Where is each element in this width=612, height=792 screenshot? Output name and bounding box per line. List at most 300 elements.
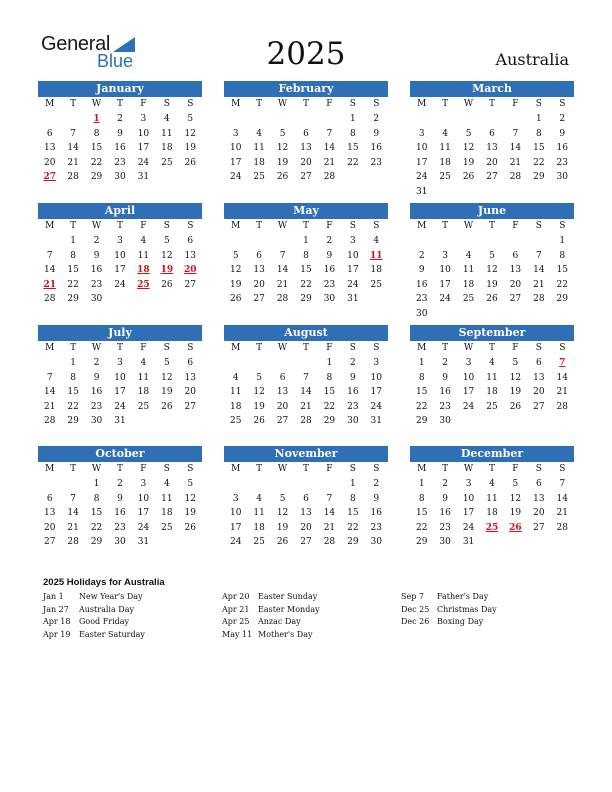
day-cell: 22: [67, 279, 79, 290]
empty-cell: [294, 112, 317, 127]
month-june: [410, 203, 574, 322]
day-cell: 16: [370, 143, 382, 154]
days-grid: [224, 112, 388, 185]
empty-cell: [61, 112, 84, 127]
days-grid: [224, 477, 388, 550]
day-cell: 28: [43, 294, 56, 305]
day-cell: 29: [533, 172, 545, 183]
holiday-day: 25: [485, 522, 499, 533]
day-cell: 13: [43, 508, 56, 519]
day-cell: 12: [462, 143, 475, 154]
weekday-label: F: [140, 343, 147, 353]
day-cell: 15: [533, 143, 545, 154]
holiday-item: [222, 629, 320, 642]
day-cell: 6: [535, 479, 542, 489]
day-cell: 8: [303, 250, 309, 261]
day-cell: 27: [533, 401, 545, 412]
weekday-label: M: [417, 343, 427, 353]
day-cell: 11: [486, 493, 498, 504]
day-cell: 11: [253, 143, 265, 154]
day-cell: 10: [462, 372, 475, 383]
day-cell: 3: [373, 358, 380, 368]
holiday-column: [401, 591, 497, 629]
holiday-date: Dec 25: [401, 604, 430, 614]
weekday-label: S: [163, 343, 170, 353]
day-cell: 17: [347, 265, 359, 276]
month-march: [410, 81, 574, 200]
day-cell: 24: [347, 279, 359, 290]
weekday-label: W: [463, 464, 474, 474]
day-cell: 9: [559, 128, 566, 139]
weekday-label: S: [373, 221, 380, 231]
holiday-item: [43, 604, 145, 617]
days-grid: [224, 356, 388, 429]
weekday-header: [224, 341, 388, 356]
day-cell: 14: [556, 493, 568, 504]
holiday-day: 19: [160, 265, 174, 276]
day-cell: 23: [439, 401, 451, 412]
day-cell: 5: [465, 128, 472, 139]
days-grid: [224, 234, 388, 307]
holiday-day: 11: [370, 250, 383, 261]
empty-cell: [38, 477, 61, 492]
weekday-label: W: [463, 221, 474, 231]
year-title: 2025: [266, 36, 346, 72]
day-cell: 19: [229, 279, 242, 290]
day-cell: 1: [418, 358, 425, 368]
day-cell: 4: [465, 250, 472, 261]
day-cell: 9: [93, 250, 100, 261]
day-cell: 4: [232, 372, 239, 383]
day-cell: 11: [137, 372, 150, 383]
day-cell: 14: [276, 265, 289, 276]
weekday-label: S: [187, 221, 194, 231]
weekday-label: S: [535, 221, 542, 231]
weekday-label: S: [373, 464, 380, 474]
day-cell: 3: [140, 479, 147, 489]
day-cell: 15: [300, 265, 312, 276]
day-cell: 28: [556, 522, 568, 533]
day-cell: 20: [300, 522, 312, 533]
empty-cell: [504, 234, 527, 249]
day-cell: 19: [462, 157, 475, 168]
day-cell: 10: [229, 143, 242, 154]
empty-cell: [61, 477, 84, 492]
day-cell: 13: [509, 265, 522, 276]
day-cell: 4: [442, 128, 448, 139]
day-cell: 29: [415, 537, 428, 548]
day-cell: 14: [43, 265, 56, 276]
holiday-item: [43, 591, 145, 604]
day-cell: 13: [533, 493, 545, 504]
weekday-label: T: [70, 464, 77, 474]
weekday-label: T: [116, 221, 123, 231]
day-cell: 30: [556, 172, 568, 183]
day-cell: 13: [300, 143, 312, 154]
weekday-label: W: [91, 464, 102, 474]
holiday-name: Anzac Day: [258, 617, 301, 627]
day-cell: 27: [184, 279, 196, 290]
day-cell: 30: [347, 416, 359, 427]
weekday-label: S: [535, 99, 542, 109]
day-cell: 29: [415, 416, 428, 427]
day-cell: 21: [556, 387, 568, 398]
day-cell: 2: [442, 358, 448, 368]
day-cell: 17: [439, 279, 451, 290]
holiday-date: Apr 25: [222, 617, 250, 627]
day-cell: 7: [279, 250, 286, 261]
day-cell: 13: [184, 372, 196, 383]
holiday-item: [43, 629, 145, 642]
holiday-name: Good Friday: [79, 617, 130, 627]
day-cell: 22: [347, 157, 359, 168]
day-cell: 6: [489, 128, 495, 139]
weekday-label: F: [326, 221, 333, 231]
day-cell: 8: [70, 372, 76, 383]
day-cell: 21: [276, 279, 289, 290]
month-title: March: [410, 81, 574, 97]
weekday-label: W: [91, 99, 102, 109]
day-cell: 25: [137, 401, 150, 412]
day-cell: 21: [300, 401, 312, 412]
day-cell: 23: [370, 522, 382, 533]
holiday-item: [222, 604, 320, 617]
day-cell: 28: [67, 537, 79, 548]
weekday-label: T: [442, 464, 449, 474]
day-cell: 27: [509, 294, 522, 305]
day-cell: 16: [90, 387, 103, 398]
days-grid: [38, 112, 202, 185]
day-cell: 22: [90, 157, 103, 168]
empty-cell: [247, 112, 270, 127]
day-cell: 20: [533, 387, 545, 398]
weekday-label: T: [256, 343, 263, 353]
weekday-label: M: [231, 221, 241, 231]
day-cell: 24: [137, 522, 150, 533]
weekday-label: F: [140, 99, 147, 109]
holiday-item: [222, 591, 320, 604]
weekday-label: T: [256, 464, 263, 474]
day-cell: 12: [229, 265, 242, 276]
weekday-label: T: [488, 221, 495, 231]
day-cell: 4: [489, 358, 495, 368]
month-title: July: [38, 325, 202, 341]
weekday-label: W: [91, 221, 102, 231]
day-cell: 10: [347, 250, 359, 261]
empty-cell: [457, 112, 480, 127]
day-cell: 7: [559, 479, 566, 489]
weekday-label: S: [559, 99, 566, 109]
day-cell: 25: [229, 416, 242, 427]
day-cell: 17: [229, 157, 242, 168]
day-cell: 22: [67, 401, 79, 412]
day-cell: 9: [373, 493, 380, 504]
day-cell: 26: [462, 172, 475, 183]
day-cell: 29: [90, 172, 103, 183]
day-cell: 30: [90, 294, 103, 305]
weekday-label: F: [326, 343, 333, 353]
day-cell: 5: [163, 236, 170, 246]
day-cell: 21: [556, 508, 568, 519]
day-cell: 21: [509, 157, 522, 168]
month-january: [38, 81, 202, 185]
day-cell: 6: [303, 128, 309, 139]
day-cell: 29: [323, 416, 336, 427]
day-cell: 12: [509, 372, 522, 383]
day-cell: 8: [349, 493, 356, 504]
day-cell: 29: [300, 294, 312, 305]
weekday-label: F: [326, 464, 333, 474]
day-cell: 12: [276, 508, 289, 519]
day-cell: 13: [253, 265, 265, 276]
day-cell: 16: [323, 265, 336, 276]
days-grid: [410, 477, 574, 550]
day-cell: 3: [232, 493, 239, 504]
day-cell: 22: [415, 522, 428, 533]
day-cell: 3: [349, 236, 356, 246]
empty-cell: [38, 112, 61, 127]
day-cell: 12: [161, 250, 173, 261]
day-cell: 23: [370, 157, 382, 168]
day-cell: 25: [486, 401, 498, 412]
day-cell: 9: [418, 265, 425, 276]
day-cell: 26: [253, 416, 265, 427]
empty-cell: [38, 356, 61, 371]
day-cell: 10: [439, 265, 451, 276]
empty-cell: [504, 112, 527, 127]
empty-cell: [410, 112, 433, 127]
day-cell: 15: [67, 387, 79, 398]
day-cell: 26: [184, 522, 196, 533]
empty-cell: [480, 234, 503, 249]
weekday-label: S: [187, 343, 194, 353]
holidays-title: 2025 Holidays for Australia: [43, 577, 165, 588]
month-may: [224, 203, 388, 307]
weekday-label: T: [488, 464, 495, 474]
day-cell: 27: [486, 172, 498, 183]
day-cell: 31: [462, 537, 475, 548]
day-cell: 4: [489, 479, 495, 489]
day-cell: 22: [533, 157, 545, 168]
weekday-label: S: [163, 464, 170, 474]
days-grid: [410, 356, 574, 429]
weekday-header: [410, 341, 574, 356]
day-cell: 10: [114, 372, 126, 383]
weekday-label: T: [302, 464, 309, 474]
day-cell: 14: [533, 265, 545, 276]
day-cell: 8: [349, 128, 356, 139]
day-cell: 7: [70, 493, 76, 504]
day-cell: 27: [300, 537, 312, 548]
day-cell: 1: [93, 479, 100, 489]
day-cell: 2: [373, 479, 380, 489]
weekday-label: F: [140, 464, 147, 474]
day-cell: 31: [137, 537, 150, 548]
day-cell: 28: [533, 294, 545, 305]
weekday-label: S: [373, 99, 380, 109]
day-cell: 3: [465, 479, 472, 489]
day-cell: 7: [46, 250, 53, 261]
empty-cell: [247, 477, 270, 492]
day-cell: 7: [326, 493, 333, 504]
day-cell: 14: [323, 143, 336, 154]
logo-blue-text: Blue: [97, 51, 134, 71]
day-cell: 11: [137, 250, 150, 261]
month-title: January: [38, 81, 202, 97]
day-cell: 23: [90, 279, 103, 290]
day-cell: 17: [415, 157, 428, 168]
weekday-label: T: [302, 99, 309, 109]
day-cell: 19: [184, 143, 196, 154]
empty-cell: [457, 234, 480, 249]
day-cell: 14: [300, 387, 312, 398]
holiday-name: Father's Day: [437, 592, 489, 601]
holiday-day: 20: [184, 265, 197, 276]
day-cell: 22: [300, 279, 312, 290]
day-cell: 18: [253, 522, 265, 533]
holiday-date: Apr 19: [43, 629, 71, 639]
day-cell: 16: [415, 279, 428, 290]
day-cell: 11: [161, 128, 173, 139]
day-cell: 30: [90, 416, 103, 427]
day-cell: 10: [462, 493, 475, 504]
day-cell: 7: [535, 250, 542, 261]
day-cell: 19: [253, 401, 265, 412]
day-cell: 10: [137, 493, 150, 504]
holiday-day: 7: [559, 358, 566, 368]
day-cell: 21: [323, 522, 336, 533]
weekday-header: [410, 462, 574, 477]
day-cell: 21: [67, 157, 79, 168]
day-cell: 2: [326, 236, 333, 246]
day-cell: 11: [161, 493, 173, 504]
month-title: December: [410, 446, 574, 462]
weekday-label: W: [463, 99, 474, 109]
day-cell: 23: [347, 401, 359, 412]
weekday-label: M: [45, 221, 55, 231]
weekday-label: S: [349, 343, 356, 353]
day-cell: 5: [232, 250, 239, 261]
holiday-date: Apr 20: [222, 592, 250, 601]
weekday-label: M: [45, 343, 55, 353]
empty-cell: [410, 234, 433, 249]
day-cell: 15: [347, 508, 359, 519]
day-cell: 17: [462, 387, 475, 398]
day-cell: 30: [370, 537, 382, 548]
weekday-label: T: [488, 343, 495, 353]
day-cell: 15: [556, 265, 568, 276]
day-cell: 10: [370, 372, 382, 383]
weekday-label: M: [231, 99, 241, 109]
empty-cell: [224, 356, 247, 371]
day-cell: 13: [184, 250, 196, 261]
holiday-day: 25: [137, 279, 150, 290]
day-cell: 28: [556, 401, 568, 412]
logo-general-text: General: [41, 33, 111, 55]
day-cell: 28: [300, 416, 312, 427]
day-cell: 4: [373, 236, 380, 246]
day-cell: 14: [323, 508, 336, 519]
empty-cell: [294, 356, 317, 371]
weekday-label: T: [116, 343, 123, 353]
day-cell: 20: [43, 522, 56, 533]
day-cell: 16: [439, 508, 451, 519]
empty-cell: [433, 112, 456, 127]
day-cell: 1: [559, 236, 566, 246]
weekday-label: T: [70, 221, 77, 231]
day-cell: 18: [161, 143, 173, 154]
day-cell: 5: [489, 250, 495, 261]
day-cell: 6: [303, 493, 309, 504]
day-cell: 29: [67, 416, 79, 427]
day-cell: 9: [373, 128, 380, 139]
day-cell: 19: [184, 508, 196, 519]
day-cell: 24: [415, 172, 428, 183]
weekday-label: S: [187, 99, 194, 109]
day-cell: 2: [93, 236, 100, 246]
day-cell: 12: [184, 128, 196, 139]
month-september: [410, 325, 574, 429]
day-cell: 27: [533, 522, 545, 533]
weekday-label: W: [277, 343, 288, 353]
day-cell: 26: [161, 401, 173, 412]
day-cell: 18: [161, 508, 173, 519]
day-cell: 22: [90, 522, 103, 533]
weekday-label: F: [140, 221, 147, 231]
weekday-header: [410, 219, 574, 234]
day-cell: 5: [256, 372, 262, 383]
day-cell: 26: [229, 294, 242, 305]
day-cell: 4: [140, 236, 147, 246]
day-cell: 3: [232, 128, 239, 139]
day-cell: 20: [253, 279, 265, 290]
day-cell: 24: [370, 401, 382, 412]
day-cell: 19: [509, 508, 522, 519]
day-cell: 18: [486, 387, 498, 398]
day-cell: 4: [163, 479, 170, 489]
holiday-column: [222, 591, 320, 641]
day-cell: 25: [370, 279, 382, 290]
weekday-header: [38, 97, 202, 112]
day-cell: 22: [556, 279, 568, 290]
holiday-date: Jan 27: [43, 604, 69, 614]
day-cell: 18: [253, 157, 265, 168]
day-cell: 12: [253, 387, 265, 398]
weekday-label: S: [349, 99, 356, 109]
day-cell: 27: [253, 294, 265, 305]
weekday-header: [38, 341, 202, 356]
days-grid: [38, 356, 202, 429]
day-cell: 15: [323, 387, 336, 398]
day-cell: 31: [370, 416, 382, 427]
day-cell: 28: [323, 172, 336, 183]
weekday-label: T: [442, 99, 449, 109]
day-cell: 11: [462, 265, 475, 276]
day-cell: 3: [117, 358, 123, 368]
weekday-label: F: [512, 343, 519, 353]
day-cell: 6: [279, 372, 286, 383]
day-cell: 5: [279, 493, 286, 504]
day-cell: 24: [114, 279, 126, 290]
day-cell: 24: [462, 522, 475, 533]
day-cell: 6: [46, 493, 53, 504]
empty-cell: [271, 356, 294, 371]
days-grid: [410, 112, 574, 200]
holiday-date: Dec 26: [401, 617, 430, 627]
day-cell: 7: [70, 128, 76, 139]
weekday-label: T: [302, 221, 309, 231]
day-cell: 25: [161, 157, 173, 168]
